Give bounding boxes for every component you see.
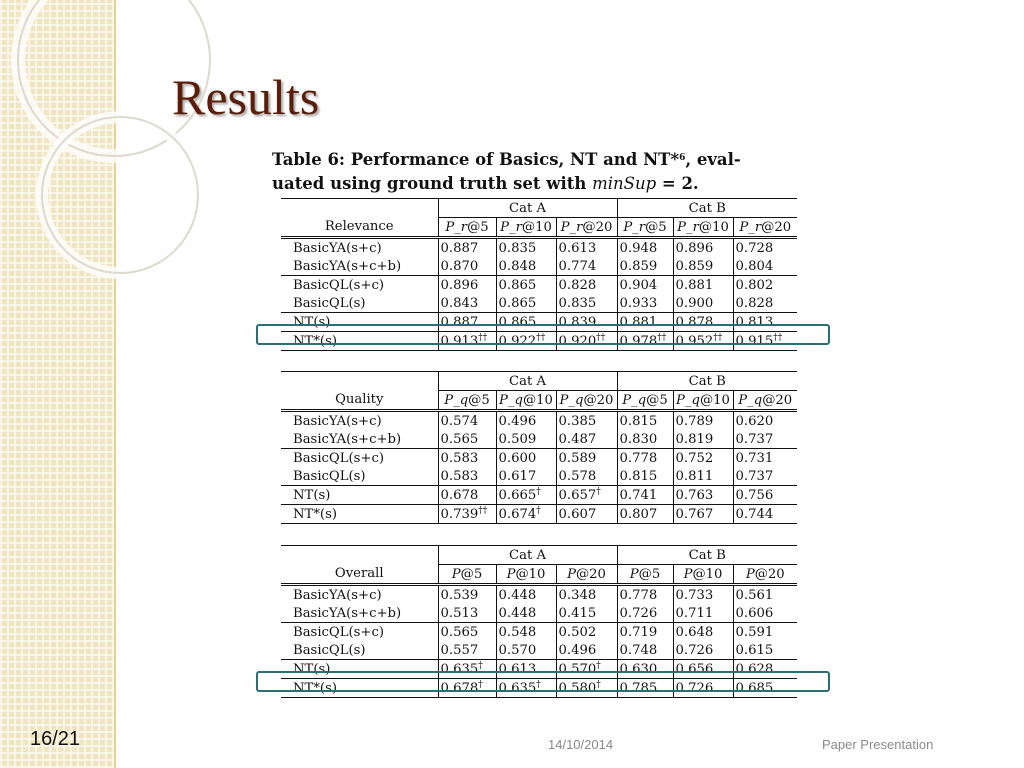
table-cell: 0.887 [438,313,496,332]
table-row [281,449,797,468]
table-cell: 0.741 [617,486,673,505]
row-label: NT*(s) [281,332,438,351]
table-name: Overall [281,565,438,585]
table-row [281,430,797,449]
table-row [281,257,797,276]
table-cell: 0.656 [673,660,733,679]
table-cell: 0.870 [438,257,496,276]
row-label: BasicQL(s) [293,642,366,658]
table-cell: 0.580† [556,679,617,698]
column-header: P@10 [496,565,556,585]
table-cell: 0.815 [617,467,673,486]
column-header: P_q@10 [496,391,556,411]
table-cell: 0.613 [556,238,617,258]
table-caption [272,148,812,196]
table-cell: 0.881 [617,313,673,332]
table-cell: 0.778 [617,449,673,468]
table-row [281,313,797,332]
table-cell: 0.848 [496,257,556,276]
header-blank [281,199,438,218]
table-cell: 0.448 [496,604,556,623]
table-cell: 0.583 [438,467,496,486]
header-group: Cat B [617,546,797,565]
table-cell: 0.839 [556,313,617,332]
header-group-row [281,199,797,218]
table-row [281,660,797,679]
column-header: P@5 [617,565,673,585]
header-group: Cat B [617,199,797,218]
table-cell: 0.711 [673,604,733,623]
table-cell: 0.878 [673,313,733,332]
table-cell: 0.815 [617,411,673,431]
table-row [281,623,797,642]
table-cell: 0.915†† [733,332,797,351]
table-cell: 0.548 [496,623,556,642]
table-cell: 0.813 [733,313,797,332]
table-row [281,604,797,623]
table-relevance [281,198,797,351]
table-cell: 0.600 [496,449,556,468]
table-cell: 0.859 [617,257,673,276]
table-cell: 0.819 [673,430,733,449]
table-name: Quality [281,391,438,411]
table-cell: 0.557 [438,641,496,660]
table-cell: 0.896 [673,238,733,258]
table-cell: 0.865 [496,313,556,332]
footer-title: Paper Presentation [822,737,934,752]
table-cell: 0.665† [496,486,556,505]
table-row [281,294,797,313]
table-cell: 0.887 [438,238,496,258]
table-cell: 0.737 [733,430,797,449]
table-cell: 0.589 [556,449,617,468]
header-column-row [281,391,797,411]
table-cell: 0.865 [496,294,556,313]
column-header: P_r@10 [496,218,556,238]
table-cell: 0.804 [733,257,797,276]
table-cell: 0.922†† [496,332,556,351]
table-row [281,679,797,698]
table-cell: 0.628 [733,660,797,679]
column-header: P_r@20 [556,218,617,238]
table-cell: 0.778 [617,585,673,605]
page-number: 16/21 [30,728,81,750]
table-cell: 0.630 [617,660,673,679]
table-row [281,276,797,295]
table-cell: 0.613 [496,660,556,679]
header-group: Cat A [438,199,617,218]
header-blank [281,372,438,391]
table-cell: 0.487 [556,430,617,449]
column-header: P_q@10 [673,391,733,411]
table-cell: 0.502 [556,623,617,642]
table-cell: 0.726 [617,604,673,623]
table-cell: 0.607 [556,505,617,524]
table-cell: 0.678 [438,486,496,505]
table-cell: 0.348 [556,585,617,605]
table-overall [281,545,797,698]
column-header: P_q@20 [733,391,797,411]
header-group: Cat A [438,546,617,565]
table-cell: 0.561 [733,585,797,605]
table-cell: 0.385 [556,411,617,431]
table-cell: 0.830 [617,430,673,449]
column-header: P_r@10 [673,218,733,238]
table-cell: 0.678† [438,679,496,698]
table-cell: 0.648 [673,623,733,642]
table-cell: 0.509 [496,430,556,449]
table-cell: 0.748 [617,641,673,660]
table-cell: 0.448 [496,585,556,605]
table-row [281,332,797,351]
table-row [281,486,797,505]
row-label: BasicQL(s+c) [281,623,438,642]
table-cell: 0.591 [733,623,797,642]
row-label: BasicYA(s+c) [293,413,382,429]
header-group-row [281,372,797,391]
table-cell: 0.565 [438,623,496,642]
column-header: P_r@5 [438,218,496,238]
table-cell: 0.657† [556,486,617,505]
table-cell: 0.900 [673,294,733,313]
table-cell: 0.774 [556,257,617,276]
table-cell: 0.811 [673,467,733,486]
table-cell: 0.539 [438,585,496,605]
row-label: BasicYA(s+c+b) [293,431,402,447]
table-cell: 0.617 [496,467,556,486]
row-label: BasicQL(s) [293,295,366,311]
table-cell: 0.835 [556,294,617,313]
table-cell: 0.674† [496,505,556,524]
table-cell: 0.865 [496,276,556,295]
table-cell: 0.574 [438,411,496,431]
header-group-row [281,546,797,565]
table-cell: 0.726 [673,641,733,660]
table-cell: 0.763 [673,486,733,505]
table-cell: 0.952†† [673,332,733,351]
table-cell: 0.739†† [438,505,496,524]
row-label: NT(s) [281,313,438,332]
table-cell: 0.731 [733,449,797,468]
row-label: NT*(s) [281,505,438,524]
table-cell: 0.744 [733,505,797,524]
table-cell: 0.859 [673,257,733,276]
row-label: NT*(s) [281,679,438,698]
table-cell: 0.606 [733,604,797,623]
table-cell: 0.828 [733,294,797,313]
column-header: P_q@5 [617,391,673,411]
table-cell: 0.726 [673,679,733,698]
table-row [281,238,797,258]
slide-title: Results [172,69,320,125]
caption-line-1: Table 6: Performance of Basics, NT and NT*$^6$, eval- [272,150,741,169]
table-cell: 0.565 [438,430,496,449]
column-header: P@5 [438,565,496,585]
table-cell: 0.496 [556,641,617,660]
table-row [281,585,797,605]
table-cell: 0.620 [733,411,797,431]
column-header: P@20 [733,565,797,585]
table-row [281,467,797,486]
row-label: BasicYA(s+c+b) [293,605,402,621]
header-group: Cat A [438,372,617,391]
table-cell: 0.737 [733,467,797,486]
table-cell: 0.733 [673,585,733,605]
header-group: Cat B [617,372,797,391]
table-cell: 0.578 [556,467,617,486]
table-cell: 0.881 [673,276,733,295]
table-row [281,505,797,524]
caption-line-2: uated using ground truth set with minSup = 2. [272,174,699,193]
table-cell: 0.835 [496,238,556,258]
table-cell: 0.767 [673,505,733,524]
table-row [281,641,797,660]
table-cell: 0.752 [673,449,733,468]
row-label: BasicQL(s+c) [281,276,438,295]
header-column-row [281,565,797,585]
table-cell: 0.615 [733,641,797,660]
row-label: BasicQL(s+c) [281,449,438,468]
table-cell: 0.496 [496,411,556,431]
table-cell: 0.570† [556,660,617,679]
column-header: P_r@20 [733,218,797,238]
table-cell: 0.570 [496,641,556,660]
table-cell: 0.978†† [617,332,673,351]
column-header: P@10 [673,565,733,585]
table-quality [281,371,797,524]
table-cell: 0.948 [617,238,673,258]
table-cell: 0.719 [617,623,673,642]
table-cell: 0.785 [617,679,673,698]
table-cell: 0.807 [617,505,673,524]
row-label: BasicQL(s) [293,468,366,484]
table-row [281,411,797,431]
table-name: Relevance [281,218,438,238]
table-cell: 0.756 [733,486,797,505]
row-label: BasicYA(s+c) [293,587,382,603]
row-label: BasicYA(s+c) [293,240,382,256]
table-cell: 0.904 [617,276,673,295]
table-cell: 0.583 [438,449,496,468]
column-header: P_q@5 [438,391,496,411]
table-cell: 0.635† [496,679,556,698]
footer-date: 14/10/2014 [548,737,614,752]
column-header: P_q@20 [556,391,617,411]
column-header: P_r@5 [617,218,673,238]
table-cell: 0.513 [438,604,496,623]
table-cell: 0.913†† [438,332,496,351]
table-cell: 0.828 [556,276,617,295]
row-label: NT(s) [281,486,438,505]
table-cell: 0.728 [733,238,797,258]
table-cell: 0.802 [733,276,797,295]
header-column-row [281,218,797,238]
row-label: BasicYA(s+c+b) [293,258,402,274]
table-cell: 0.933 [617,294,673,313]
table-cell: 0.843 [438,294,496,313]
table-cell: 0.635† [438,660,496,679]
table-cell: 0.415 [556,604,617,623]
table-cell: 0.789 [673,411,733,431]
table-cell: 0.685 [733,679,797,698]
table-cell: 0.920†† [556,332,617,351]
column-header: P@20 [556,565,617,585]
header-blank [281,546,438,565]
table-cell: 0.896 [438,276,496,295]
row-label: NT(s) [281,660,438,679]
